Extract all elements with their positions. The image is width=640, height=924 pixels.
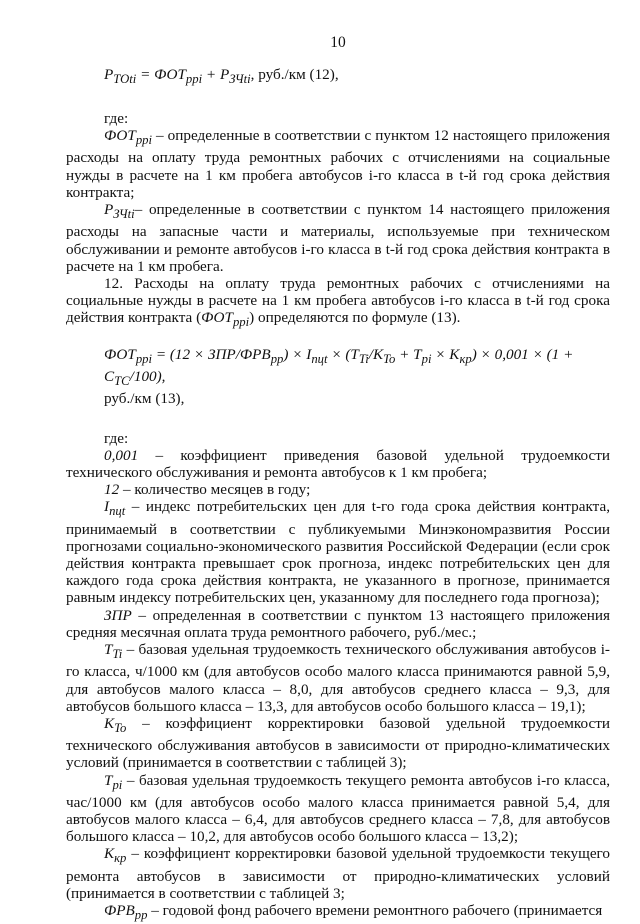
definition-12-symbol: 12 xyxy=(104,481,120,499)
definition-tti-text: – базовая удельная трудоемкость технического обслуживания автобусов i-го класса, ч/1000 км (для автобусов особо малого класса принимаются равной 5,9, для автобусов малого класса – 8,0, для автобусов среднего класса – 9,3, для автобусов большого класса – 13,3, для автобусов особо большого класса – 19,1); xyxy=(66,641,610,715)
definition-ipc xyxy=(66,498,610,606)
formula-13-sub: To xyxy=(383,351,396,366)
formula-13-part: + T xyxy=(395,345,422,363)
definition-pz xyxy=(66,201,610,275)
definition-pz-sub: ЗЧti xyxy=(113,207,135,222)
definition-tti xyxy=(66,641,610,715)
definition-0001-symbol: 0,001 xyxy=(104,446,139,464)
definition-pz-symbol: P xyxy=(104,201,114,219)
definition-kto-symbol: K xyxy=(104,714,115,732)
definition-tpi-sub: pi xyxy=(112,777,123,792)
formula-13-sub: pi xyxy=(421,351,432,366)
definition-kkr-symbol: K xyxy=(104,845,115,863)
definition-kto xyxy=(66,715,610,772)
item-12-symbol: ФОТ xyxy=(201,309,233,327)
formula-13-unit-line xyxy=(66,390,610,408)
where-label-2: где: xyxy=(104,429,129,447)
definition-kkr xyxy=(66,845,610,902)
definition-0001-text: – коэффициент приведения базовой удельной трудоемкости технического обслуживания и ремонта автобусов к 1 км пробега; xyxy=(66,446,610,482)
definition-fot xyxy=(66,127,610,201)
formula-12-unit: , руб./км (12), xyxy=(250,66,339,83)
definition-kkr-text: – коэффициент корректировки базовой удельной трудоемкости текущего ремонта автобусов в зависимости от природно-климатических условий (принимается в соответствии с таблицей 3; xyxy=(66,845,610,902)
formula-12 xyxy=(66,66,610,88)
definition-12-text: – количество месяцев в году; xyxy=(119,481,311,499)
formula-12-p-sub: ЗЧti xyxy=(229,72,251,87)
item-12-text-b: ) определяются по формуле (13). xyxy=(249,309,461,327)
formula-13-part: ) × 0,001 × (1 + C xyxy=(104,345,574,385)
definition-fot-sub: ppi xyxy=(135,133,153,148)
item-12-sub: ppi xyxy=(232,315,250,330)
formula-13-part: /100), xyxy=(129,367,166,385)
definition-tpi xyxy=(66,772,610,846)
item-12-paragraph xyxy=(66,275,610,332)
definition-zpr-text: – определенная в соответствии с пунктом 13 настоящего приложения средняя месячная оплата труда ремонтного рабочего, руб./мес.; xyxy=(66,606,610,641)
definition-ipc-sub: пцt xyxy=(109,504,126,519)
formula-13-sub: пцt xyxy=(311,351,328,366)
definition-12 xyxy=(66,481,610,498)
formula-12-plus: + P xyxy=(202,66,230,83)
definition-zpr xyxy=(66,607,610,641)
definition-frv-text: – годовой фонд рабочего времени ремонтного рабочего (принимается xyxy=(147,902,603,920)
formula-13-unit: руб./км (13), xyxy=(104,389,185,407)
definition-tti-sub: Ti xyxy=(112,647,123,662)
definition-kto-text: – коэффициент корректировки базовой удельной трудоемкости технического обслуживания автобусов в зависимости от природно-климатических условий (принимается в соответствии с таблицей 3); xyxy=(66,714,610,772)
definition-0001 xyxy=(66,447,610,481)
definition-ipc-text: – индекс потребительских цен для t-го года срока действия контракта, принимаемый в соответствии с публикуемыми Минэкономразвития России прогнозами социально-экономического развития Российской Федерации (если срок действия контракта превышает срок прогноза, индекс потребительских цен для каждого года срока действия контракта, не указанного в прогнозе, принимается равным индексу потребительских цен, указанному для последнего года прогноза); xyxy=(66,498,610,607)
definition-fot-symbol: ФОТ xyxy=(104,127,136,145)
item-12-text-a: 12. Расходы на оплату труда ремонтных рабочих с отчислениями на социальные нужды в расчете на 1 км пробега автобусов i-го класса в t-й год срока действия контракта ( xyxy=(66,274,610,327)
definition-fot-text: – определенные в соответствии с пунктом 12 настоящего приложения расходы на оплату труда ремонтных рабочих с отчислениями на социальные нужды в расчете на 1 км пробега автобусов i-го класса в t-й год срока действия контракта; xyxy=(66,127,610,201)
definition-frv-sub: pp xyxy=(134,908,148,923)
formula-13-part: = (12 × ЗПР/ФРВ xyxy=(152,345,271,363)
formula-12-eq: = ФОТ xyxy=(136,66,186,83)
formula-13-sub: TC xyxy=(114,373,130,388)
formula-13-part: × K xyxy=(431,345,460,363)
where-label-1: где: xyxy=(104,110,129,128)
definition-frv-symbol: ФРВ xyxy=(104,902,135,920)
definition-zpr-symbol: ЗПР xyxy=(104,606,132,624)
formula-13 xyxy=(66,346,610,390)
definition-kto-sub: To xyxy=(114,720,127,735)
formula-13-part: × (T xyxy=(327,345,359,363)
definition-tpi-symbol: T xyxy=(104,771,113,789)
definition-frv xyxy=(66,902,610,924)
formula-12-lhs-sub: TOti xyxy=(113,72,137,87)
formula-13-part: ФОТ xyxy=(104,345,136,363)
formula-13-sub: кр xyxy=(459,351,472,366)
formula-13-sub: Ti xyxy=(358,351,369,366)
formula-13-sub: ppi xyxy=(135,351,153,366)
formula-13-sub: pp xyxy=(270,351,284,366)
definition-pz-text: – определенные в соответствии с пунктом 14 настоящего приложения расходы на запасные части и материалы, используемые при техническом обслуживании и ремонте автобусов i-го класса в t-й год срока действия контракта в расчете на 1 км пробега. xyxy=(66,201,610,275)
formula-12-lhs: P xyxy=(104,66,114,83)
formula-13-part: ) × I xyxy=(283,345,312,363)
formula-13-part: /K xyxy=(368,345,384,363)
formula-12-fot-sub: ppi xyxy=(185,72,203,87)
definition-tpi-text: – базовая удельная трудоемкость текущего ремонта автобусов i-го класса, час/1000 км (для автобусов особо малого класса принимается равной 5,4, для автобусов малого класса – 6,4, для автобусов среднего класса – 7,8, для автобусов большого класса – 10,2, для автобусов особо большого класса – 13,2); xyxy=(66,771,610,846)
definition-kkr-sub: кр xyxy=(114,851,127,866)
definition-tti-symbol: T xyxy=(104,641,113,659)
page-number: 10 xyxy=(330,34,346,51)
definition-ipc-symbol: I xyxy=(104,498,110,516)
